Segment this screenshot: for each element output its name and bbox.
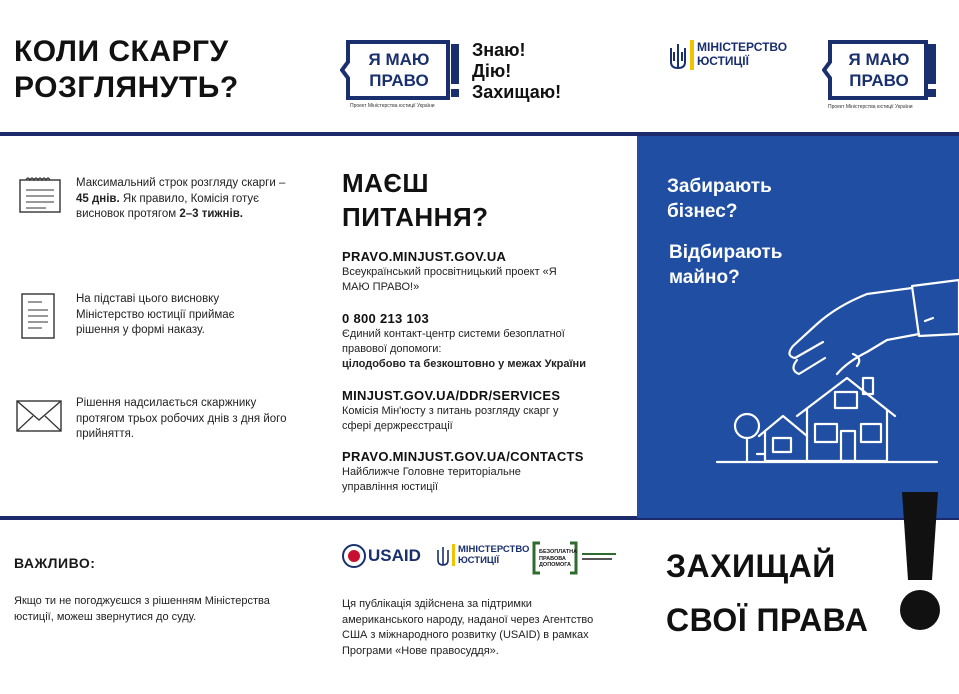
big-slogan-line1: ЗАХИЩАЙ	[666, 548, 836, 584]
important-text: Якщо ти не погоджуєшся з рішенням Міністерства юстиції, можеш звернутися до суду.	[14, 595, 270, 623]
order-icon	[18, 292, 58, 340]
question-1: Забирають бізнес?	[667, 176, 772, 222]
page-title-line2: РОЗГЛЯНУТЬ?	[14, 71, 239, 104]
usaid-seal-icon	[342, 544, 366, 568]
step-3-text: Рішення надсилається скаржнику протягом трьох робочих днів з дня його прийняття.	[76, 397, 287, 440]
logo-caption: Проект Міністерства юстиції України	[350, 103, 435, 109]
slogan-line1: Знаю!	[472, 40, 526, 60]
question-2: Відбирають майно?	[669, 242, 783, 288]
step-1-text: Максимальний строк розгляду скарги – 45 днів. Як правило, Комісія готує висновок протягом 2–3 тижнів.	[76, 177, 286, 220]
logo2-line1: Я МАЮ	[848, 50, 910, 69]
logo-line1: Я МАЮ	[368, 50, 430, 69]
footer-ministry-name: МІНІСТЕРСТВО ЮСТИЦІЇ	[458, 544, 530, 566]
contacts-heading: МАЄШ ПИТАННЯ?	[342, 168, 489, 232]
logo2-line2: ПРАВО	[849, 71, 909, 90]
contact-website-link[interactable]: PRAVO.MINJUST.GOV.UA	[342, 249, 507, 264]
contact-item-1: PRAVO.MINJUST.GOV.UA Всеукраїнський просвітницький проект «Я МАЮ ПРАВО!»	[342, 249, 632, 295]
document-icon	[18, 176, 62, 214]
contact-item-2: 0 800 213 103 Єдиний контакт-центр системи безоплатної правової допомоги: цілодобово та безкоштовно у межах України	[342, 311, 632, 372]
envelope-icon	[14, 398, 64, 434]
contact-item-3: MINJUST.GOV.UA/DDR/SERVICES Комісія Мін'юсту з питань розгляду скарг у сфері держреєстрації	[342, 388, 632, 434]
ministry-logo	[668, 40, 808, 74]
logo2-caption: Проект Міністерства юстиції України	[828, 104, 913, 110]
usaid-logo	[342, 544, 432, 572]
ya-mayu-pravo-logo	[340, 40, 465, 110]
slogan-line3: Захищаю!	[472, 82, 562, 102]
header-slogan	[472, 40, 561, 103]
big-slogan-line2: СВОЇ ПРАВА	[666, 602, 869, 638]
page-title-line1: КОЛИ СКАРГУ	[14, 35, 229, 68]
contact-phone-link[interactable]: 0 800 213 103	[342, 311, 430, 326]
trident-icon	[668, 42, 688, 72]
legal-aid-logo	[532, 541, 618, 575]
contact-ddr-link[interactable]: MINJUST.GOV.UA/DDR/SERVICES	[342, 388, 561, 403]
hand-house-icon	[697, 266, 959, 466]
contact-item-4: PRAVO.MINJUST.GOV.UA/CONTACTS Найближче Головне територіальне управління юстиції	[342, 449, 632, 495]
important-label: ВАЖЛИВО:	[14, 555, 96, 571]
usaid-text: USAID	[368, 546, 421, 565]
blue-panel	[637, 136, 959, 518]
page-title	[14, 34, 239, 106]
footer-ministry-logo	[436, 544, 530, 570]
legal-aid-text: БЕЗОПЛАТНА ПРАВОВА ДОПОМОГА	[539, 549, 578, 568]
exclamation-icon	[896, 492, 944, 638]
step-2-text: На підставі цього висновку Міністерство юстиції приймає рішення у формі наказу.	[76, 293, 235, 336]
footer-trident-icon	[436, 546, 450, 568]
ministry-name: МІНІСТЕРСТВО ЮСТИЦІЇ	[697, 40, 788, 68]
contact-contacts-link[interactable]: PRAVO.MINJUST.GOV.UA/CONTACTS	[342, 449, 584, 464]
publication-text: Ця публікація здійснена за підтримки американського народу, наданої через Агентство США з міжнародного розвитку (USAID) в рамках Програми «Нове правосуддя».	[342, 598, 594, 657]
slogan-line2: Дію!	[472, 61, 512, 81]
ya-mayu-pravo-logo-2	[822, 40, 947, 112]
logo-line2: ПРАВО	[369, 71, 429, 90]
